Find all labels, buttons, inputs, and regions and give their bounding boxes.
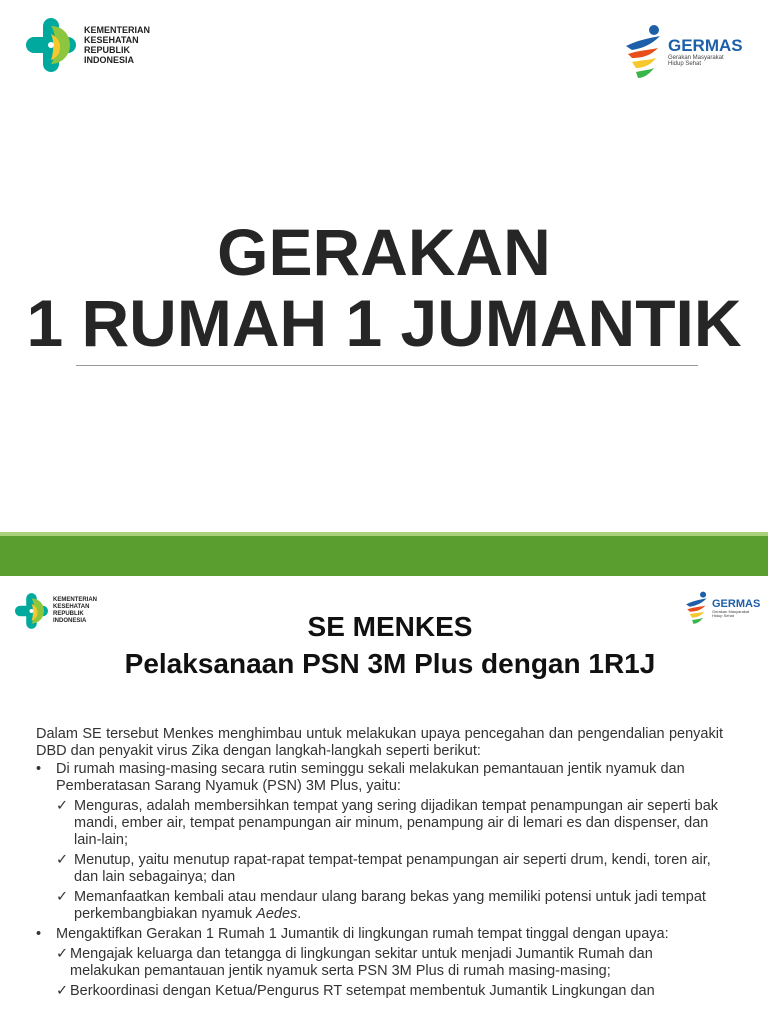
separator-band	[0, 536, 768, 576]
germas-wordmark: GERMAS	[712, 598, 761, 610]
germas-tagline: Gerakan Masyarakat	[712, 609, 750, 614]
slide2-body	[36, 726, 723, 1000]
kemenkes-line: KEMENTERIAN	[84, 25, 151, 35]
species-name: Aedes	[256, 906, 298, 922]
kemenkes-line: REPUBLIK	[53, 611, 84, 617]
sentence-end: .	[297, 906, 302, 922]
germas-wordmark: GERMAS	[668, 36, 743, 55]
list-item	[36, 983, 723, 1000]
check-text: Mengajak keluarga dan tetangga di lingkungan sekitar untuk menjadi Jumantik Rumah dan melakukan pemantauan jentik nyamuk serta PSN 3M Plus di rumah masing-masing;	[70, 946, 653, 979]
kemenkes-line: KESEHATAN	[53, 604, 90, 610]
slide1-title-line2: 1 RUMAH 1 JUMANTIK	[26, 286, 742, 360]
check-text: Menutup, yaitu menutup rapat-rapat tempat-tempat penampungan air seperti drum, kendi, toren air, dan lain sebagainya; dan	[74, 852, 711, 885]
check-text: Menguras, adalah membersihkan tempat yang sering dijadikan tempat penampungan air seperti bak mandi, ember air, tempat penampungan air minum, penampung air di lemari es dan dispenser, dan lain-lain;	[74, 798, 719, 848]
check-icon: ✓	[56, 983, 69, 999]
bullet-icon: •	[36, 761, 42, 777]
germas-tagline: Gerakan Masyarakat	[668, 55, 724, 61]
bullet-list	[36, 761, 723, 1000]
kemenkes-line: INDONESIA	[53, 618, 87, 624]
bullet-icon: •	[36, 926, 42, 942]
germas-logo	[624, 24, 743, 80]
list-item	[36, 798, 723, 849]
list-item	[36, 926, 723, 943]
bullet-text: Mengaktifkan Gerakan 1 Rumah 1 Jumantik di lingkungan rumah tempat tinggal dengan upaya:	[56, 926, 669, 942]
check-icon: ✓	[56, 889, 69, 905]
slide2-title-line2: Pelaksanaan PSN 3M Plus dengan 1R1J	[124, 648, 656, 679]
germas-tagline: Hidup Sehat	[712, 613, 735, 618]
kemenkes-line: INDONESIA	[84, 55, 135, 65]
list-item	[36, 889, 723, 923]
list-item	[36, 946, 723, 980]
list-item	[36, 852, 723, 886]
title-divider	[76, 365, 698, 366]
germas-tagline: Hidup Sehat	[668, 61, 702, 67]
list-item	[36, 761, 723, 795]
intro-paragraph: Dalam SE tersebut Menkes menghimbau untuk melakukan upaya pencegahan dan pengendalian penyakit DBD dan penyakit virus Zika dengan langkah-langkah seperti berikut:	[36, 726, 723, 759]
check-icon: ✓	[56, 798, 69, 814]
kemenkes-emblem-icon	[26, 18, 76, 72]
slide1-title-line1: GERAKAN	[217, 215, 551, 289]
check-icon: ✓	[56, 946, 69, 962]
germas-emblem-icon	[624, 24, 664, 80]
check-icon: ✓	[56, 852, 69, 868]
kemenkes-line: REPUBLIK	[84, 45, 131, 55]
check-text: Berkoordinasi dengan Ketua/Pengurus RT setempat membentuk Jumantik Lingkungan dan	[70, 983, 655, 999]
kemenkes-logo	[26, 18, 150, 72]
slide2-title-line1: SE MENKES	[307, 611, 473, 642]
kemenkes-line: KEMENTERIAN	[53, 597, 98, 603]
kemenkes-line: KESEHATAN	[84, 35, 139, 45]
check-text: Memanfaatkan kembali atau mendaur ulang barang bekas yang memiliki potensi untuk jadi tempat perkembangbiakan nyamuk	[74, 889, 706, 922]
bullet-text: Di rumah masing-masing secara rutin seminggu sekali melakukan pemantauan jentik nyamuk dan Pemberatasan Sarang Nyamuk (PSN) 3M Plus, yaitu:	[56, 761, 685, 794]
